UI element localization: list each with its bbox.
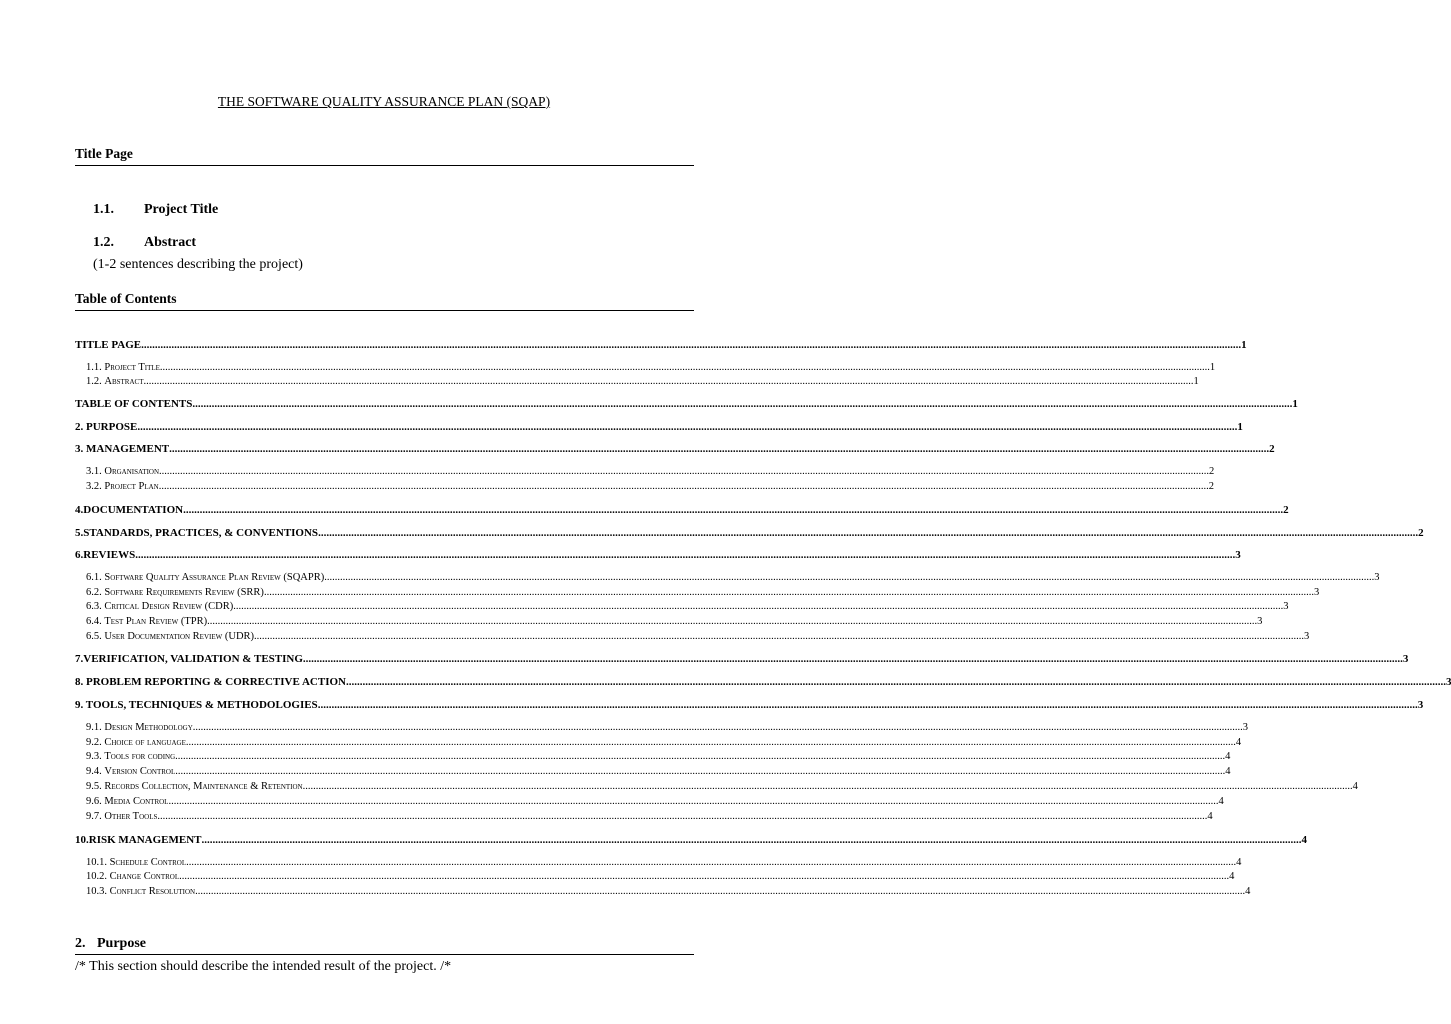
toc-entry[interactable] xyxy=(75,653,1409,665)
toc-entry-label xyxy=(86,481,159,492)
toc-entry-title: 3. MANAGEMENT xyxy=(75,443,170,455)
toc-leader-dots: ................................................................................................................................................................................................................................................................................................................................................................................................................ xyxy=(183,504,1284,516)
toc-leader-dots: ................................................................................................................................................................................................................................................................................................................................................................................................................ xyxy=(201,834,1302,846)
project-title-heading xyxy=(93,202,218,218)
toc-entry-abbrev: (TPR) xyxy=(180,616,208,627)
toc-leader-dots: ................................................................................................................................................................................................................................................................................................................................................................................................................ xyxy=(324,572,1375,583)
toc-entry-title: Software Quality Assurance Plan Review xyxy=(104,572,281,583)
toc-entry-number: 3.1. xyxy=(86,466,102,477)
toc-entry-label xyxy=(86,886,195,897)
toc-entry-title: Other Tools xyxy=(104,811,158,822)
section-label: Abstract xyxy=(144,235,197,250)
toc-entry-abbrev: (CDR) xyxy=(204,601,234,612)
toc-entry[interactable] xyxy=(75,339,1247,351)
toc-entry-title: Conflict Resolution xyxy=(109,886,196,897)
toc-leader-dots: ................................................................................................................................................................................................................................................................................................................................................................................................................ xyxy=(345,676,1446,688)
toc-page-number: 4 xyxy=(1245,886,1251,897)
toc-entry[interactable] xyxy=(75,527,1424,539)
toc-entry-label xyxy=(75,339,141,351)
toc-leader-dots: ................................................................................................................................................................................................................................................................................................................................................................................................................ xyxy=(159,466,1210,477)
toc-entry-label xyxy=(86,796,168,807)
toc-entry-title: Records Collection, Maintenance & Retention xyxy=(104,781,303,792)
toc-entry[interactable] xyxy=(75,699,1424,711)
toc-entry-title: TITLE PAGE xyxy=(75,339,142,351)
toc-entry-label xyxy=(86,362,160,373)
toc-subentry[interactable] xyxy=(86,751,1231,762)
toc-entry-label xyxy=(86,376,143,387)
toc-leader-dots: ................................................................................................................................................................................................................................................................................................................................................................................................................ xyxy=(317,699,1418,711)
section-label: Project Title xyxy=(144,202,219,217)
toc-entry-number: 6.3. xyxy=(86,601,102,612)
toc-entry-number: 6.5. xyxy=(86,631,102,642)
toc-subentry[interactable] xyxy=(86,587,1320,598)
section-number: 1.2. xyxy=(93,235,114,250)
toc-entry-label xyxy=(86,811,157,822)
toc-entry[interactable] xyxy=(75,549,1241,561)
toc-page-number: 3 xyxy=(1242,722,1248,733)
toc-entry-title: Abstract xyxy=(104,376,144,387)
toc-subentry[interactable] xyxy=(86,572,1380,583)
page-title: THE SOFTWARE QUALITY ASSURANCE PLAN (SQAP) xyxy=(217,94,551,109)
toc-leader-dots: ................................................................................................................................................................................................................................................................................................................................................................................................................ xyxy=(179,871,1230,882)
section-label: Purpose xyxy=(97,936,146,951)
toc-subentry[interactable] xyxy=(86,616,1263,627)
toc-entry[interactable] xyxy=(75,421,1243,433)
toc-page-number: 4 xyxy=(1235,737,1242,748)
toc-leader-dots: ................................................................................................................................................................................................................................................................................................................................................................................................................ xyxy=(318,527,1419,539)
toc-leader-dots: ................................................................................................................................................................................................................................................................................................................................................................................................................ xyxy=(175,751,1226,762)
toc-entry-title: Schedule Control xyxy=(109,857,187,868)
toc-leader-dots: ................................................................................................................................................................................................................................................................................................................................................................................................................ xyxy=(135,549,1236,561)
toc-entry-abbrev: (SQAPR) xyxy=(283,572,325,583)
toc-page-number: 4 xyxy=(1352,781,1358,792)
toc-leader-dots: ................................................................................................................................................................................................................................................................................................................................................................................................................ xyxy=(302,781,1353,792)
abstract-note: (1-2 sentences describing the project) xyxy=(93,257,303,272)
toc-leader-dots: ................................................................................................................................................................................................................................................................................................................................................................................................................ xyxy=(192,722,1243,733)
toc-entry-title: 8. PROBLEM REPORTING & CORRECTIVE ACTION xyxy=(75,676,346,688)
toc-leader-dots: ................................................................................................................................................................................................................................................................................................................................................................................................................ xyxy=(169,443,1270,455)
toc-entry-title: 6.REVIEWS xyxy=(75,549,136,561)
toc-entry-title: 10.RISK MANAGEMENT xyxy=(75,834,202,846)
toc-entry-number: 6.1. xyxy=(86,572,102,583)
toc-leader-dots: ................................................................................................................................................................................................................................................................................................................................................................................................................ xyxy=(158,481,1209,492)
abstract-heading xyxy=(93,235,196,251)
toc-entry-title: Tools for coding xyxy=(104,751,176,762)
toc-subentry[interactable] xyxy=(86,871,1235,882)
toc-subentry[interactable] xyxy=(86,601,1289,612)
toc-page-number: 3 xyxy=(1257,616,1263,627)
toc-page-number: 3 xyxy=(1283,601,1289,612)
toc-page-number: 3 xyxy=(1402,653,1409,665)
toc-subentry[interactable] xyxy=(86,886,1251,897)
toc-entry-label xyxy=(75,504,183,516)
toc-entry-label xyxy=(86,587,264,598)
toc-page-number: 4 xyxy=(1236,857,1242,868)
toc-entry-number: 9.2. xyxy=(86,737,102,748)
toc-entry[interactable] xyxy=(75,504,1289,516)
toc-entry-title: Organisation xyxy=(104,466,160,477)
toc-entry-title: Choice of language xyxy=(104,737,186,748)
toc-entry-title: 9. TOOLS, TECHNIQUES & METHODOLOGIES xyxy=(75,699,318,711)
toc-entry-title: Design Methodology xyxy=(104,722,193,733)
toc-entry-number: 1.2. xyxy=(86,376,102,387)
toc-page-number: 3 xyxy=(1304,631,1310,642)
toc-leader-dots: ................................................................................................................................................................................................................................................................................................................................................................................................................ xyxy=(302,653,1403,665)
toc-entry-abbrev: (UDR) xyxy=(224,631,255,642)
toc-subentry[interactable] xyxy=(86,362,1216,373)
toc-entry-label xyxy=(86,466,159,477)
title-page-heading: Title Page xyxy=(75,146,694,166)
toc-page-number: 1 xyxy=(1292,398,1298,410)
toc-subentry[interactable] xyxy=(86,722,1248,733)
toc-page-number: 1 xyxy=(1193,376,1199,387)
toc-page-number: 4 xyxy=(1225,766,1231,777)
toc-page-number: 4 xyxy=(1218,796,1224,807)
toc-entry-label xyxy=(86,601,233,612)
toc-page-number: 3 xyxy=(1235,549,1241,561)
toc-entry-title: 4.DOCUMENTATION xyxy=(75,504,184,516)
section-number: 1.1. xyxy=(93,202,114,217)
toc-leader-dots: ................................................................................................................................................................................................................................................................................................................................................................................................................ xyxy=(186,857,1237,868)
toc-page-number: 2 xyxy=(1283,504,1289,516)
toc-entry-label xyxy=(86,781,303,792)
toc-entry-label xyxy=(75,421,137,433)
toc-leader-dots: ................................................................................................................................................................................................................................................................................................................................................................................................................ xyxy=(192,398,1293,410)
toc-entry[interactable] xyxy=(75,398,1298,410)
toc-entry-title: 7.VERIFICATION, VALIDATION & TESTING xyxy=(75,653,303,665)
toc-page-number: 3 xyxy=(1417,699,1424,711)
toc-entry-label xyxy=(86,631,254,642)
toc-entry-title: Software Requirements Review xyxy=(104,587,235,598)
toc-entry-title: User Documentation Review xyxy=(104,631,223,642)
purpose-text: /* This section should describe the intended result of the project. /* xyxy=(75,959,452,974)
toc-heading: Table of Contents xyxy=(75,291,694,311)
toc-entry[interactable] xyxy=(75,834,1308,846)
toc-leader-dots: ................................................................................................................................................................................................................................................................................................................................................................................................................ xyxy=(175,766,1226,777)
toc-entry-number: 9.1. xyxy=(86,722,102,733)
toc-entry-label xyxy=(86,737,186,748)
toc-entry-title: Change Control xyxy=(109,871,180,882)
toc-leader-dots: ................................................................................................................................................................................................................................................................................................................................................................................................................ xyxy=(143,376,1194,387)
toc-page-number: 4 xyxy=(1207,811,1213,822)
section-number: 2. xyxy=(75,936,86,951)
toc-entry-title: 5.STANDARDS, PRACTICES, & CONVENTIONS xyxy=(75,527,319,539)
toc-entry-label xyxy=(75,549,135,561)
toc-entry-label xyxy=(75,699,318,711)
toc-entry-label xyxy=(86,766,175,777)
toc-entry-title: Project Plan xyxy=(104,481,159,492)
toc-page-number: 4 xyxy=(1225,751,1231,762)
toc-entry-number: 10.1. xyxy=(86,857,107,868)
toc-entry-label xyxy=(75,443,169,455)
toc-subentry[interactable] xyxy=(86,737,1242,748)
toc-entry-number: 9.7. xyxy=(86,811,102,822)
toc-entry-title: Version Control xyxy=(104,766,176,777)
toc-subentry[interactable] xyxy=(86,376,1199,387)
toc-leader-dots: ................................................................................................................................................................................................................................................................................................................................................................................................................ xyxy=(233,601,1284,612)
toc-subentry[interactable] xyxy=(86,796,1224,807)
toc-entry[interactable] xyxy=(75,443,1275,455)
toc-leader-dots: ................................................................................................................................................................................................................................................................................................................................................................................................................ xyxy=(159,362,1210,373)
toc-entry-title: 2. PURPOSE xyxy=(75,421,138,433)
toc-entry-number: 9.6. xyxy=(86,796,102,807)
toc-subentry[interactable] xyxy=(86,781,1358,792)
toc-page-number: 2 xyxy=(1208,481,1214,492)
toc-entry-number: 6.2. xyxy=(86,587,102,598)
toc-leader-dots: ................................................................................................................................................................................................................................................................................................................................................................................................................ xyxy=(263,587,1314,598)
toc-entry-abbrev: (SRR) xyxy=(237,587,264,598)
toc-entry-number: 9.5. xyxy=(86,781,102,792)
toc-page-number: 3 xyxy=(1374,572,1380,583)
toc-subentry[interactable] xyxy=(86,481,1214,492)
toc-page-number: 1 xyxy=(1209,362,1216,373)
purpose-heading xyxy=(75,936,694,955)
toc-leader-dots: ................................................................................................................................................................................................................................................................................................................................................................................................................ xyxy=(185,737,1236,748)
toc-entry-title: Test Plan Review xyxy=(104,616,179,627)
toc-entry-label xyxy=(86,871,179,882)
toc-leader-dots: ................................................................................................................................................................................................................................................................................................................................................................................................................ xyxy=(137,421,1238,433)
toc-leader-dots: ................................................................................................................................................................................................................................................................................................................................................................................................................ xyxy=(254,631,1305,642)
toc-page-number: 3 xyxy=(1445,676,1451,688)
toc-page-number: 1 xyxy=(1237,421,1243,433)
toc-page-number: 3 xyxy=(1313,587,1320,598)
toc-entry-label xyxy=(86,572,324,583)
toc-page-number: 2 xyxy=(1418,527,1424,539)
toc-entry-label xyxy=(75,676,346,688)
toc-leader-dots: ................................................................................................................................................................................................................................................................................................................................................................................................................ xyxy=(207,616,1258,627)
toc-entry-label xyxy=(86,751,175,762)
toc-entry-label xyxy=(86,722,193,733)
toc-page-number: 2 xyxy=(1269,443,1275,455)
toc-leader-dots: ................................................................................................................................................................................................................................................................................................................................................................................................................ xyxy=(157,811,1208,822)
toc-entry-number: 3.2. xyxy=(86,481,102,492)
toc-subentry[interactable] xyxy=(86,631,1310,642)
toc-entry-label xyxy=(86,857,186,868)
toc-page-number: 2 xyxy=(1209,466,1215,477)
toc-entry-label xyxy=(75,527,318,539)
toc-entry-number: 6.4. xyxy=(86,616,102,627)
toc-page-number: 1 xyxy=(1241,339,1247,351)
toc-subentry[interactable] xyxy=(86,466,1215,477)
toc-leader-dots: ................................................................................................................................................................................................................................................................................................................................................................................................................ xyxy=(195,886,1246,897)
toc-entry-number: 10.2. xyxy=(86,871,107,882)
toc-subentry[interactable] xyxy=(86,766,1231,777)
toc-page-number: 4 xyxy=(1301,834,1308,846)
toc-entry-number: 9.4. xyxy=(86,766,102,777)
toc-leader-dots: ................................................................................................................................................................................................................................................................................................................................................................................................................ xyxy=(168,796,1219,807)
toc-entry-label xyxy=(75,398,192,410)
toc-subentry[interactable] xyxy=(86,857,1242,868)
toc-entry-title: Media Control xyxy=(104,796,169,807)
toc-entry-label xyxy=(75,834,202,846)
toc-page-number: 4 xyxy=(1229,871,1235,882)
toc-entry-label xyxy=(75,653,303,665)
toc-entry-title: Project Title xyxy=(104,362,160,373)
toc-entry-title: TABLE OF CONTENTS xyxy=(75,398,193,410)
toc-entry-number: 9.3. xyxy=(86,751,102,762)
toc-entry-number: 1.1. xyxy=(86,362,102,373)
toc-leader-dots: ................................................................................................................................................................................................................................................................................................................................................................................................................ xyxy=(141,339,1242,351)
toc-entry[interactable] xyxy=(75,676,1451,688)
toc-entry-title: Critical Design Review xyxy=(104,601,202,612)
toc-subentry[interactable] xyxy=(86,811,1213,822)
toc-entry-number: 10.3. xyxy=(86,886,107,897)
toc-entry-label xyxy=(86,616,207,627)
